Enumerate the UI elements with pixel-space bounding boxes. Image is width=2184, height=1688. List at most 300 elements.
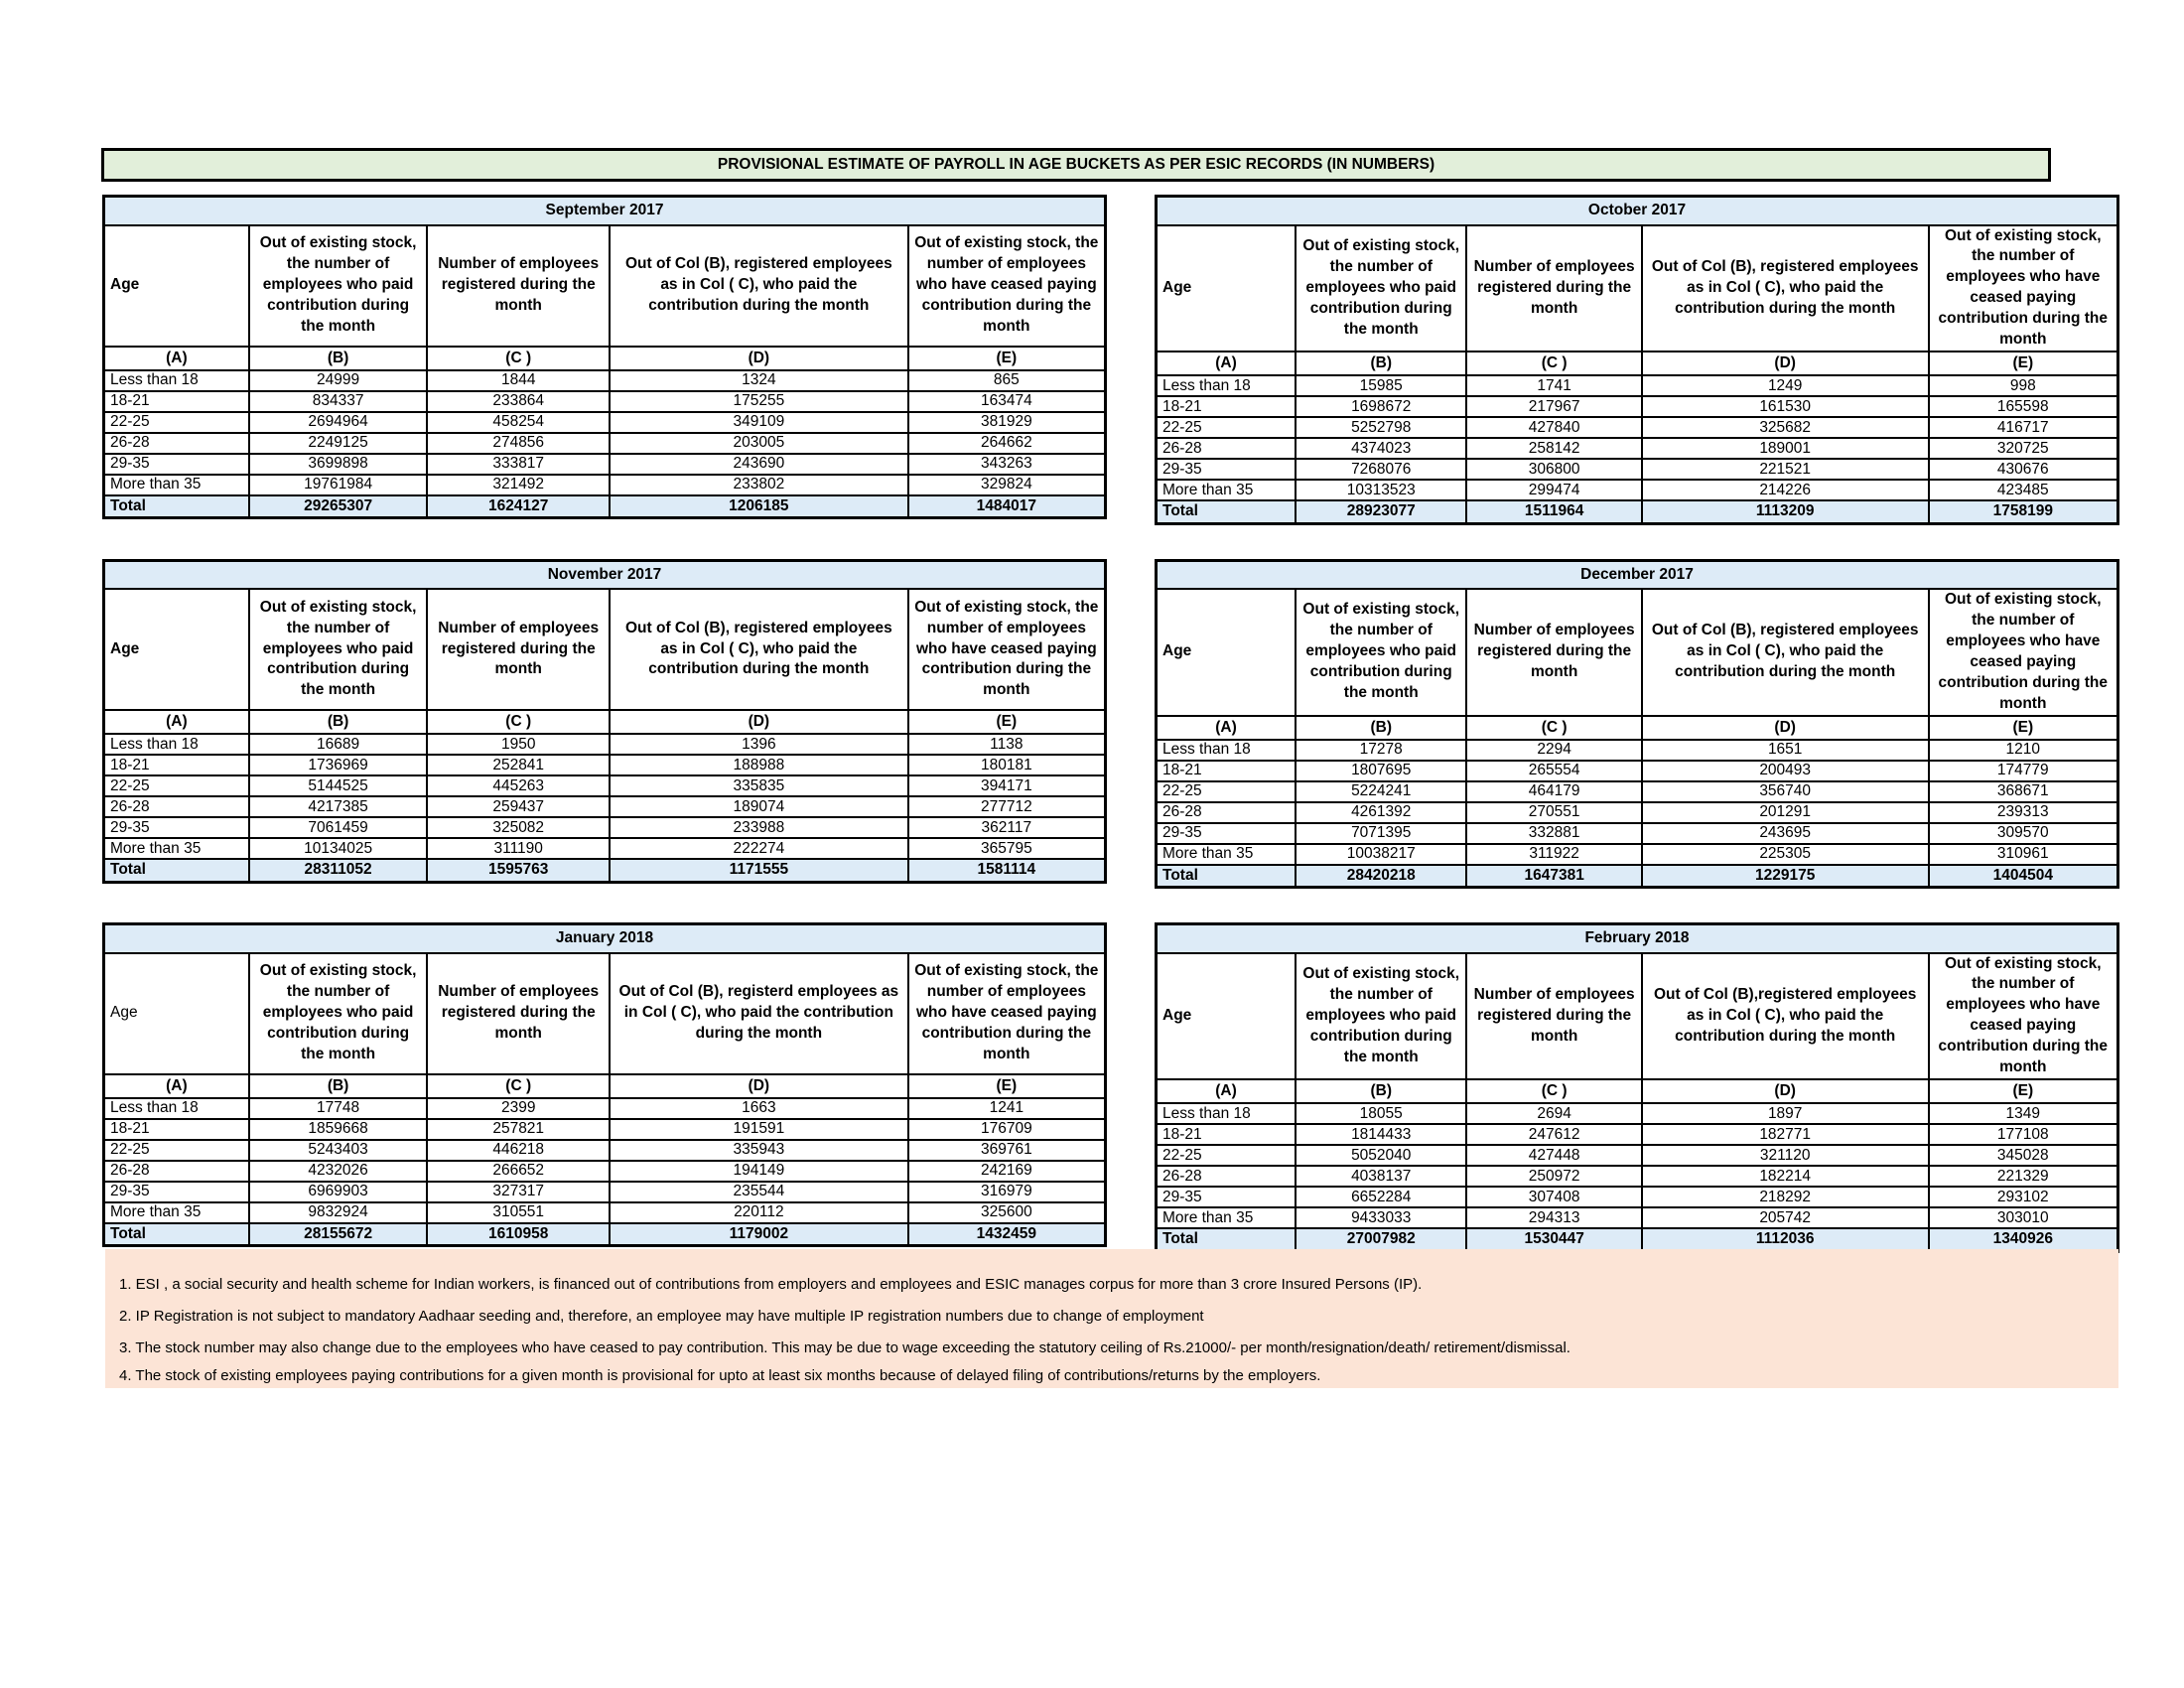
age-bucket-label: 22-25 <box>104 412 249 433</box>
month-title: December 2017 <box>1157 560 2118 589</box>
total-label: Total <box>1157 865 1297 888</box>
age-bucket-label: 26-28 <box>1157 438 1297 459</box>
value-cell: 362117 <box>908 817 1106 838</box>
value-cell: 1741 <box>1466 375 1641 396</box>
table-row <box>1157 438 2118 459</box>
table-row <box>1157 1166 2118 1187</box>
age-bucket-label: More than 35 <box>104 1202 249 1223</box>
total-row <box>104 495 1106 518</box>
column-letter: (E) <box>908 1074 1106 1098</box>
footnotes-block <box>105 1249 2118 1388</box>
column-letter: (A) <box>1157 352 1297 375</box>
value-cell: 176709 <box>908 1119 1106 1140</box>
value-cell: 4038137 <box>1296 1166 1466 1187</box>
value-cell: 16689 <box>249 734 428 755</box>
table-row <box>1157 1103 2118 1124</box>
total-label: Total <box>1157 1228 1297 1251</box>
total-value-cell: 28420218 <box>1296 865 1466 888</box>
table-row <box>104 734 1106 755</box>
total-row <box>1157 865 2118 888</box>
table-row <box>1157 480 2118 500</box>
age-column-header: Age <box>104 589 249 710</box>
table-row <box>104 475 1106 495</box>
table-row <box>1157 781 2118 802</box>
value-cell: 200493 <box>1642 761 1929 781</box>
total-value-cell: 1112036 <box>1642 1228 1929 1251</box>
value-cell: 174779 <box>1929 761 2118 781</box>
column-header: Out of existing stock, the number of employees who paid contribution during the month <box>1296 589 1466 716</box>
value-cell: 293102 <box>1929 1187 2118 1207</box>
month-title: February 2018 <box>1157 924 2118 953</box>
total-value-cell: 1758199 <box>1929 500 2118 523</box>
value-cell: 316979 <box>908 1182 1106 1202</box>
table-slot-september-2017 <box>102 195 1107 525</box>
month-title: October 2017 <box>1157 197 2118 225</box>
column-letter: (B) <box>249 710 428 734</box>
value-cell: 264662 <box>908 433 1106 454</box>
value-cell: 1663 <box>610 1098 908 1119</box>
value-cell: 1396 <box>610 734 908 755</box>
value-cell: 310551 <box>427 1202 610 1223</box>
total-value-cell: 28923077 <box>1296 500 1466 523</box>
table-row <box>104 1182 1106 1202</box>
value-cell: 311190 <box>427 838 610 859</box>
table-row <box>104 1140 1106 1161</box>
value-cell: 306800 <box>1466 459 1641 480</box>
table-row <box>1157 1187 2118 1207</box>
total-value-cell: 1404504 <box>1929 865 2118 888</box>
total-row <box>104 1223 1106 1246</box>
table-row <box>1157 459 2118 480</box>
value-cell: 4232026 <box>249 1161 428 1182</box>
value-cell: 2694964 <box>249 412 428 433</box>
age-bucket-label: 22-25 <box>1157 417 1297 438</box>
total-value-cell: 1171555 <box>610 859 908 882</box>
value-cell: 225305 <box>1642 844 1929 865</box>
column-header: Number of employees registered during the month <box>1466 953 1641 1080</box>
value-cell: 1249 <box>1642 375 1929 396</box>
table-row <box>104 817 1106 838</box>
column-header: Out of existing stock, the number of employees who have ceased paying contribution during the month <box>908 953 1106 1074</box>
column-header: Out of Col (B),registered employees as in Col ( C), who paid the contribution during the month <box>1642 953 1929 1080</box>
footnote-2: 2. IP Registration is not subject to mandatory Aadhaar seeding and, therefore, an employee may have multiple IP registration numbers due to change of employment <box>119 1308 1204 1325</box>
value-cell: 10134025 <box>249 838 428 859</box>
value-cell: 4217385 <box>249 796 428 817</box>
value-cell: 161530 <box>1642 396 1929 417</box>
value-cell: 394171 <box>908 775 1106 796</box>
column-letter: (A) <box>104 710 249 734</box>
total-value-cell: 1530447 <box>1466 1228 1641 1251</box>
total-value-cell: 1624127 <box>427 495 610 518</box>
value-cell: 221521 <box>1642 459 1929 480</box>
table-row <box>1157 1145 2118 1166</box>
total-value-cell: 1340926 <box>1929 1228 2118 1251</box>
age-bucket-label: 29-35 <box>104 454 249 475</box>
value-cell: 242169 <box>908 1161 1106 1182</box>
total-value-cell: 1581114 <box>908 859 1106 882</box>
total-value-cell: 29265307 <box>249 495 428 518</box>
value-cell: 18055 <box>1296 1103 1466 1124</box>
value-cell: 235544 <box>610 1182 908 1202</box>
total-label: Total <box>104 1223 249 1246</box>
table-row <box>1157 396 2118 417</box>
value-cell: 189001 <box>1642 438 1929 459</box>
value-cell: 320725 <box>1929 438 2118 459</box>
table-row <box>104 1202 1106 1223</box>
value-cell: 220112 <box>610 1202 908 1223</box>
month-table-november-2017 <box>102 559 1107 884</box>
age-column-header: Age <box>1157 589 1297 716</box>
value-cell: 335835 <box>610 775 908 796</box>
value-cell: 243695 <box>1642 823 1929 844</box>
value-cell: 265554 <box>1466 761 1641 781</box>
month-table-december-2017 <box>1155 559 2119 890</box>
footnote-3: 3. The stock number may also change due to the employees who have ceased to pay contribution. This may be due to wage exceeding the statutory ceiling of Rs.21000/- per month/resignation/death/ retirement/dismissal. <box>119 1339 1570 1356</box>
value-cell: 10038217 <box>1296 844 1466 865</box>
month-table-september-2017 <box>102 195 1107 519</box>
value-cell: 203005 <box>610 433 908 454</box>
total-value-cell: 27007982 <box>1296 1228 1466 1251</box>
column-header: Out of existing stock, the number of employees who paid contribution during the month <box>1296 225 1466 352</box>
table-row <box>1157 802 2118 823</box>
value-cell: 6652284 <box>1296 1187 1466 1207</box>
age-bucket-label: 18-21 <box>104 1119 249 1140</box>
column-header: Out of existing stock, the number of employees who have ceased paying contribution during the month <box>1929 953 2118 1080</box>
value-cell: 321120 <box>1642 1145 1929 1166</box>
value-cell: 458254 <box>427 412 610 433</box>
age-bucket-label: 29-35 <box>104 817 249 838</box>
table-row <box>104 454 1106 475</box>
value-cell: 191591 <box>610 1119 908 1140</box>
value-cell: 349109 <box>610 412 908 433</box>
value-cell: 1844 <box>427 370 610 391</box>
value-cell: 233802 <box>610 475 908 495</box>
age-column-header: Age <box>1157 953 1297 1080</box>
value-cell: 311922 <box>1466 844 1641 865</box>
tables-grid <box>102 195 2119 1253</box>
value-cell: 165598 <box>1929 396 2118 417</box>
age-bucket-label: Less than 18 <box>1157 375 1297 396</box>
value-cell: 6969903 <box>249 1182 428 1202</box>
value-cell: 5243403 <box>249 1140 428 1161</box>
value-cell: 7268076 <box>1296 459 1466 480</box>
value-cell: 1807695 <box>1296 761 1466 781</box>
value-cell: 427840 <box>1466 417 1641 438</box>
column-header: Number of employees registered during the month <box>1466 589 1641 716</box>
age-bucket-label: 18-21 <box>1157 761 1297 781</box>
column-letter: (C ) <box>1466 716 1641 740</box>
age-bucket-label: 22-25 <box>1157 1145 1297 1166</box>
age-bucket-label: Less than 18 <box>104 370 249 391</box>
value-cell: 9433033 <box>1296 1207 1466 1228</box>
column-header: Number of employees registered during the month <box>427 225 610 347</box>
value-cell: 17748 <box>249 1098 428 1119</box>
value-cell: 10313523 <box>1296 480 1466 500</box>
age-bucket-label: Less than 18 <box>104 1098 249 1119</box>
table-slot-february-2018 <box>1155 922 2119 1253</box>
table-row <box>104 796 1106 817</box>
table-row <box>104 775 1106 796</box>
column-header: Out of existing stock, the number of employees who paid contribution during the month <box>1296 953 1466 1080</box>
value-cell: 5252798 <box>1296 417 1466 438</box>
column-header: Out of existing stock, the number of employees who have ceased paying contribution during the month <box>908 589 1106 710</box>
total-value-cell: 28155672 <box>249 1223 428 1246</box>
value-cell: 1138 <box>908 734 1106 755</box>
value-cell: 1349 <box>1929 1103 2118 1124</box>
column-letter: (A) <box>1157 1079 1297 1103</box>
total-row <box>1157 500 2118 523</box>
column-letter: (C ) <box>1466 1079 1641 1103</box>
table-row <box>104 391 1106 412</box>
value-cell: 1897 <box>1642 1103 1929 1124</box>
column-letter: (E) <box>1929 716 2118 740</box>
value-cell: 294313 <box>1466 1207 1641 1228</box>
table-row <box>1157 823 2118 844</box>
table-row <box>1157 1124 2118 1145</box>
total-value-cell: 1179002 <box>610 1223 908 1246</box>
value-cell: 4261392 <box>1296 802 1466 823</box>
value-cell: 1241 <box>908 1098 1106 1119</box>
value-cell: 277712 <box>908 796 1106 817</box>
value-cell: 4374023 <box>1296 438 1466 459</box>
column-header: Out of existing stock, the number of employees who have ceased paying contribution during the month <box>1929 225 2118 352</box>
value-cell: 332881 <box>1466 823 1641 844</box>
month-title: January 2018 <box>104 924 1106 953</box>
column-letter: (B) <box>1296 716 1466 740</box>
value-cell: 233864 <box>427 391 610 412</box>
age-bucket-label: 29-35 <box>1157 1187 1297 1207</box>
table-row <box>104 370 1106 391</box>
total-value-cell: 28311052 <box>249 859 428 882</box>
column-header: Out of Col (B), registered employees as in Col ( C), who paid the contribution during the month <box>610 225 908 347</box>
value-cell: 3699898 <box>249 454 428 475</box>
age-bucket-label: 26-28 <box>104 433 249 454</box>
page-title: PROVISIONAL ESTIMATE OF PAYROLL IN AGE BUCKETS AS PER ESIC RECORDS (IN NUMBERS) <box>102 149 2050 181</box>
value-cell: 321492 <box>427 475 610 495</box>
age-bucket-label: 18-21 <box>1157 1124 1297 1145</box>
table-row <box>104 755 1106 775</box>
column-letter: (B) <box>249 1074 428 1098</box>
total-label: Total <box>104 495 249 518</box>
column-letter: (E) <box>908 710 1106 734</box>
value-cell: 7061459 <box>249 817 428 838</box>
table-row <box>104 433 1106 454</box>
table-row <box>1157 1207 2118 1228</box>
total-value-cell: 1206185 <box>610 495 908 518</box>
value-cell: 325682 <box>1642 417 1929 438</box>
value-cell: 464179 <box>1466 781 1641 802</box>
total-value-cell: 1432459 <box>908 1223 1106 1246</box>
age-bucket-label: 29-35 <box>104 1182 249 1202</box>
value-cell: 310961 <box>1929 844 2118 865</box>
age-bucket-label: 26-28 <box>104 1161 249 1182</box>
age-bucket-label: More than 35 <box>1157 1207 1297 1228</box>
table-row <box>1157 844 2118 865</box>
value-cell: 356740 <box>1642 781 1929 802</box>
age-column-header: Age <box>104 225 249 347</box>
value-cell: 250972 <box>1466 1166 1641 1187</box>
column-header: Out of Col (B), registered employees as in Col ( C), who paid the contribution during the month <box>1642 589 1929 716</box>
value-cell: 2294 <box>1466 740 1641 761</box>
value-cell: 299474 <box>1466 480 1641 500</box>
age-bucket-label: Less than 18 <box>104 734 249 755</box>
value-cell: 865 <box>908 370 1106 391</box>
month-title: September 2017 <box>104 197 1106 225</box>
age-bucket-label: More than 35 <box>104 475 249 495</box>
value-cell: 9832924 <box>249 1202 428 1223</box>
value-cell: 345028 <box>1929 1145 2118 1166</box>
value-cell: 368671 <box>1929 781 2118 802</box>
column-header: Number of employees registered during the month <box>1466 225 1641 352</box>
value-cell: 446218 <box>427 1140 610 1161</box>
value-cell: 369761 <box>908 1140 1106 1161</box>
value-cell: 307408 <box>1466 1187 1641 1207</box>
age-bucket-label: 18-21 <box>104 391 249 412</box>
value-cell: 205742 <box>1642 1207 1929 1228</box>
value-cell: 2399 <box>427 1098 610 1119</box>
column-letter: (C ) <box>427 1074 610 1098</box>
value-cell: 329824 <box>908 475 1106 495</box>
value-cell: 416717 <box>1929 417 2118 438</box>
value-cell: 274856 <box>427 433 610 454</box>
value-cell: 423485 <box>1929 480 2118 500</box>
value-cell: 998 <box>1929 375 2118 396</box>
age-bucket-label: 26-28 <box>1157 1166 1297 1187</box>
column-letter: (D) <box>1642 716 1929 740</box>
value-cell: 430676 <box>1929 459 2118 480</box>
value-cell: 1651 <box>1642 740 1929 761</box>
value-cell: 257821 <box>427 1119 610 1140</box>
footnote-4: 4. The stock of existing employees paying contributions for a given month is provisional for upto at least six months because of delayed filing of contributions/returns by the employers. <box>119 1367 1321 1384</box>
column-letter: (C ) <box>1466 352 1641 375</box>
value-cell: 325600 <box>908 1202 1106 1223</box>
column-header: Out of existing stock, the number of employees who paid contribution during the month <box>249 953 428 1074</box>
value-cell: 24999 <box>249 370 428 391</box>
age-bucket-label: 18-21 <box>1157 396 1297 417</box>
value-cell: 218292 <box>1642 1187 1929 1207</box>
age-bucket-label: More than 35 <box>1157 480 1297 500</box>
column-letter: (E) <box>1929 352 2118 375</box>
age-bucket-label: 26-28 <box>104 796 249 817</box>
age-bucket-label: More than 35 <box>1157 844 1297 865</box>
column-letter: (D) <box>1642 1079 1929 1103</box>
table-row <box>104 412 1106 433</box>
column-header: Out of Col (B), registered employees as in Col ( C), who paid the contribution during the month <box>610 589 908 710</box>
month-table-february-2018 <box>1155 922 2119 1253</box>
value-cell: 182771 <box>1642 1124 1929 1145</box>
value-cell: 1324 <box>610 370 908 391</box>
value-cell: 194149 <box>610 1161 908 1182</box>
column-header: Out of Col (B), registered employees as in Col ( C), who paid the contribution during the month <box>1642 225 1929 352</box>
value-cell: 303010 <box>1929 1207 2118 1228</box>
total-value-cell: 1610958 <box>427 1223 610 1246</box>
table-row <box>104 1119 1106 1140</box>
age-bucket-label: Less than 18 <box>1157 1103 1297 1124</box>
total-row <box>1157 1228 2118 1251</box>
table-row <box>1157 375 2118 396</box>
value-cell: 1859668 <box>249 1119 428 1140</box>
value-cell: 239313 <box>1929 802 2118 823</box>
value-cell: 445263 <box>427 775 610 796</box>
total-value-cell: 1511964 <box>1466 500 1641 523</box>
value-cell: 177108 <box>1929 1124 2118 1145</box>
total-value-cell: 1113209 <box>1642 500 1929 523</box>
column-letter: (E) <box>908 347 1106 370</box>
table-row <box>104 838 1106 859</box>
value-cell: 325082 <box>427 817 610 838</box>
value-cell: 5144525 <box>249 775 428 796</box>
value-cell: 221329 <box>1929 1166 2118 1187</box>
total-label: Total <box>104 859 249 882</box>
value-cell: 1210 <box>1929 740 2118 761</box>
table-row <box>1157 417 2118 438</box>
age-bucket-label: More than 35 <box>104 838 249 859</box>
age-column-header: Age <box>104 953 249 1074</box>
column-letter: (A) <box>1157 716 1297 740</box>
value-cell: 343263 <box>908 454 1106 475</box>
total-value-cell: 1484017 <box>908 495 1106 518</box>
value-cell: 1698672 <box>1296 396 1466 417</box>
value-cell: 335943 <box>610 1140 908 1161</box>
month-table-october-2017 <box>1155 195 2119 525</box>
value-cell: 175255 <box>610 391 908 412</box>
value-cell: 1736969 <box>249 755 428 775</box>
age-bucket-label: 26-28 <box>1157 802 1297 823</box>
column-header: Out of existing stock, the number of employees who paid contribution during the month <box>249 589 428 710</box>
column-header: Out of Col (B), registerd employees as in Col ( C), who paid the contribution during the month <box>610 953 908 1074</box>
value-cell: 189074 <box>610 796 908 817</box>
value-cell: 7071395 <box>1296 823 1466 844</box>
column-letter: (C ) <box>427 710 610 734</box>
value-cell: 427448 <box>1466 1145 1641 1166</box>
value-cell: 188988 <box>610 755 908 775</box>
value-cell: 258142 <box>1466 438 1641 459</box>
value-cell: 247612 <box>1466 1124 1641 1145</box>
age-bucket-label: Less than 18 <box>1157 740 1297 761</box>
column-letter: (D) <box>1642 352 1929 375</box>
value-cell: 233988 <box>610 817 908 838</box>
column-letter: (A) <box>104 1074 249 1098</box>
age-bucket-label: 29-35 <box>1157 823 1297 844</box>
age-bucket-label: 22-25 <box>1157 781 1297 802</box>
total-row <box>104 859 1106 882</box>
column-letter: (C ) <box>427 347 610 370</box>
value-cell: 1814433 <box>1296 1124 1466 1145</box>
value-cell: 381929 <box>908 412 1106 433</box>
value-cell: 19761984 <box>249 475 428 495</box>
month-title: November 2017 <box>104 560 1106 589</box>
total-value-cell: 1229175 <box>1642 865 1929 888</box>
value-cell: 1950 <box>427 734 610 755</box>
value-cell: 266652 <box>427 1161 610 1182</box>
value-cell: 217967 <box>1466 396 1641 417</box>
value-cell: 180181 <box>908 755 1106 775</box>
value-cell: 243690 <box>610 454 908 475</box>
value-cell: 5052040 <box>1296 1145 1466 1166</box>
age-bucket-label: 22-25 <box>104 1140 249 1161</box>
value-cell: 222274 <box>610 838 908 859</box>
column-letter: (B) <box>249 347 428 370</box>
column-letter: (A) <box>104 347 249 370</box>
value-cell: 365795 <box>908 838 1106 859</box>
value-cell: 214226 <box>1642 480 1929 500</box>
value-cell: 333817 <box>427 454 610 475</box>
column-header: Out of existing stock, the number of employees who paid contribution during the month <box>249 225 428 347</box>
column-letter: (B) <box>1296 352 1466 375</box>
age-bucket-label: 29-35 <box>1157 459 1297 480</box>
column-letter: (B) <box>1296 1079 1466 1103</box>
table-slot-january-2018 <box>102 922 1107 1253</box>
